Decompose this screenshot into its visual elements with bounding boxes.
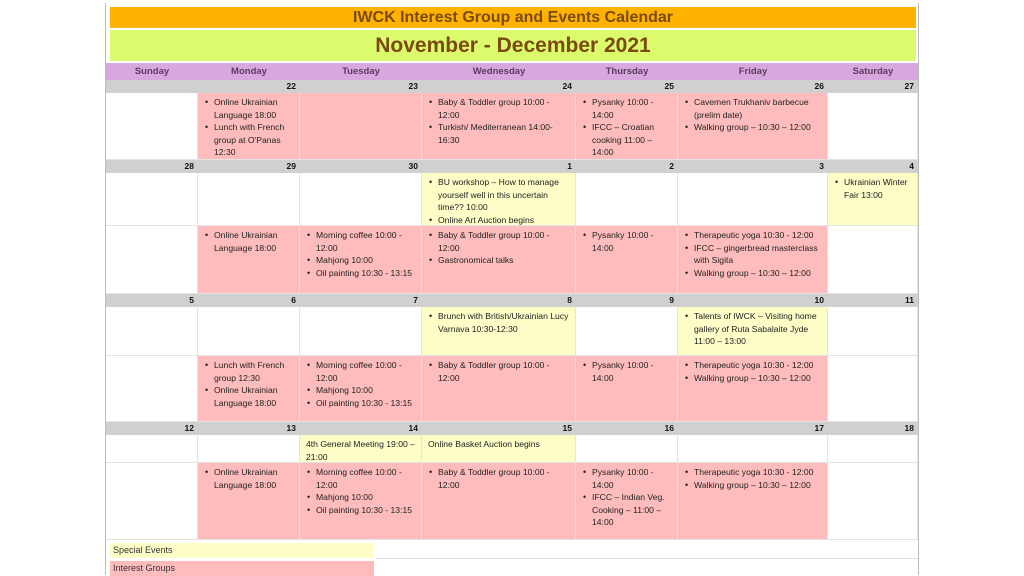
event-item: • Walking group – 10:30 – 12:00	[685, 479, 824, 492]
day-cell[interactable]	[106, 307, 198, 356]
event-item: • Walking group – 10:30 – 12:00	[685, 372, 824, 385]
event-item: • Oil painting 10:30 - 13:15	[307, 267, 418, 280]
day-cell[interactable]	[106, 435, 198, 463]
date-number: 29	[286, 161, 296, 171]
day-cell[interactable]	[828, 356, 918, 422]
day-cell[interactable]	[198, 463, 300, 540]
day-cell[interactable]	[828, 93, 918, 160]
date-number: 1	[567, 161, 572, 171]
event-item: • BU workshop – How to manage yourself well in this uncertain time?? 10:00	[429, 176, 572, 214]
event-list	[576, 356, 677, 384]
event-item: • Morning coffee 10:00 - 12:00	[307, 359, 418, 384]
event-item: • Baby & Toddler group 10:00 - 12:00	[429, 466, 572, 491]
day-cell[interactable]	[300, 226, 422, 294]
date-number: 28	[184, 161, 194, 171]
day-cell[interactable]	[422, 226, 576, 294]
day-cell[interactable]	[828, 173, 918, 226]
weekday-monday: Monday	[231, 66, 267, 77]
legend-line	[376, 558, 918, 559]
day-cell[interactable]	[300, 93, 422, 160]
day-cell[interactable]	[576, 356, 678, 422]
event-item: • Lunch with French group at O'Panas 12:30	[205, 121, 296, 159]
day-cell[interactable]	[422, 93, 576, 160]
event-list	[828, 173, 917, 201]
day-cell[interactable]	[576, 173, 678, 226]
day-cell[interactable]	[300, 173, 422, 226]
event-item: • Pysanky 10:00 - 14:00	[583, 96, 674, 121]
date-number: 3	[819, 161, 824, 171]
date-number: 7	[413, 295, 418, 305]
event-item: • Walking group – 10:30 – 12:00	[685, 121, 824, 134]
day-cell[interactable]	[422, 463, 576, 540]
date-number: 9	[669, 295, 674, 305]
event-item: • Mahjong 10:00	[307, 491, 418, 504]
date-number: 18	[904, 423, 914, 433]
date-number: 10	[814, 295, 824, 305]
event-list	[678, 93, 827, 134]
event-item: • Mahjong 10:00	[307, 254, 418, 267]
event-list	[198, 463, 299, 491]
event-text: 4th General Meeting 19:00 – 21:00	[306, 439, 415, 462]
weekday-wednesday: Wednesday	[472, 66, 526, 77]
date-number: 8	[567, 295, 572, 305]
day-cell[interactable]	[422, 173, 576, 226]
event-item: • Cavemen Trukhaniv barbecue (prelim date)	[685, 96, 824, 121]
event-list	[198, 356, 299, 409]
legend-item: Interest Groups	[110, 561, 374, 576]
date-number	[106, 80, 198, 93]
event-item: • Ukrainian Winter Fair 13:00	[835, 176, 914, 201]
day-cell[interactable]	[300, 435, 422, 463]
day-cell[interactable]	[198, 173, 300, 226]
day-cell[interactable]	[300, 307, 422, 356]
event-item: • Pysanky 10:00 - 14:00	[583, 229, 674, 254]
event-item: • Online Ukrainian Language 18:00	[205, 384, 296, 409]
date-number: 15	[562, 423, 572, 433]
day-cell[interactable]	[576, 226, 678, 294]
day-cell[interactable]	[422, 435, 576, 463]
event-item: • Therapeutic yoga 10:30 - 12:00	[685, 466, 824, 479]
event-list	[422, 226, 575, 267]
event-list	[678, 356, 827, 384]
event-list	[300, 226, 421, 279]
event-item: • IFCC – gingerbread masterclass with Sigita	[685, 242, 824, 267]
event-item: • Pysanky 10:00 - 14:00	[583, 359, 674, 384]
day-cell[interactable]	[678, 226, 828, 294]
day-cell[interactable]	[678, 307, 828, 356]
event-item: • Pysanky 10:00 - 14:00	[583, 466, 674, 491]
day-cell[interactable]	[678, 463, 828, 540]
event-list	[198, 226, 299, 254]
event-item: • Gastronomical talks	[429, 254, 572, 267]
event-item: • Oil painting 10:30 - 13:15	[307, 504, 418, 517]
event-list	[198, 93, 299, 159]
day-cell[interactable]	[678, 173, 828, 226]
event-item: • Turkish/ Mediterranean 14:00-16:30	[429, 121, 572, 146]
event-list	[576, 226, 677, 254]
date-bar	[106, 160, 918, 173]
event-item: • Oil painting 10:30 - 13:15	[307, 397, 418, 410]
date-bar	[106, 80, 918, 93]
event-item: • Baby & Toddler group 10:00 - 12:00	[429, 359, 572, 384]
day-cell[interactable]	[106, 173, 198, 226]
event-item: • IFCC – Indian Veg. Cooking – 11:00 – 14:00	[583, 491, 674, 529]
weekday-sunday: Sunday	[134, 66, 170, 77]
day-cell[interactable]	[106, 93, 198, 160]
event-list	[576, 93, 677, 159]
date-number: 30	[408, 161, 418, 171]
day-cell[interactable]	[106, 463, 198, 540]
date-number: 16	[664, 423, 674, 433]
day-cell[interactable]	[198, 307, 300, 356]
event-item: • Online Ukrainian Language 18:00	[205, 96, 296, 121]
event-item: • Talents of IWCK – Visiting home gallery of Ruta Sabalaite Jyde 11:00 – 13:00	[685, 310, 824, 348]
event-item: • Baby & Toddler group 10:00 - 12:00	[429, 96, 572, 121]
day-cell[interactable]	[828, 226, 918, 294]
event-list	[678, 463, 827, 491]
day-cell[interactable]	[576, 93, 678, 160]
calendar-sheet	[105, 3, 919, 575]
day-cell[interactable]	[576, 463, 678, 540]
event-list	[300, 356, 421, 409]
day-cell[interactable]	[678, 93, 828, 160]
day-cell[interactable]	[828, 463, 918, 540]
event-list	[422, 307, 575, 335]
weekday-tuesday: Tuesday	[342, 66, 380, 77]
date-number: 11	[905, 295, 914, 305]
event-list	[678, 226, 827, 279]
event-list	[300, 463, 421, 516]
day-cell[interactable]	[422, 356, 576, 422]
event-list	[422, 93, 575, 146]
event-list	[422, 356, 575, 384]
event-list	[576, 463, 677, 529]
day-cell[interactable]	[106, 356, 198, 422]
weekday-thursday: Thursday	[605, 66, 649, 77]
event-text: Online Basket Auction begins	[428, 439, 540, 449]
date-number: 14	[408, 423, 418, 433]
day-cell[interactable]	[300, 356, 422, 422]
date-number: 24	[562, 81, 572, 91]
legend-item: Special Events	[110, 543, 374, 558]
calendar-subtitle: November - December 2021	[110, 30, 916, 61]
date-number: 17	[814, 423, 824, 433]
event-item: • Therapeutic yoga 10:30 - 12:00	[685, 229, 824, 242]
date-number: 13	[286, 423, 296, 433]
event-item: • Online Art Auction begins	[429, 214, 572, 226]
date-number: 23	[408, 81, 418, 91]
date-number: 12	[184, 423, 194, 433]
event-item: • IFCC – Croatian cooking 11:00 – 14:00	[583, 121, 674, 159]
date-number: 25	[664, 81, 674, 91]
date-number: 5	[189, 295, 194, 305]
event-item: • Baby & Toddler group 10:00 - 12:00	[429, 229, 572, 254]
day-cell[interactable]	[828, 307, 918, 356]
day-cell[interactable]	[828, 435, 918, 463]
day-cell[interactable]	[198, 226, 300, 294]
event-item: • Morning coffee 10:00 - 12:00	[307, 466, 418, 491]
event-item: • Lunch with French group 12:30	[205, 359, 296, 384]
date-bar	[106, 294, 918, 307]
day-cell[interactable]	[106, 226, 198, 294]
date-bar	[106, 422, 918, 435]
day-cell[interactable]	[198, 93, 300, 160]
date-number: 26	[814, 81, 824, 91]
date-number: 27	[904, 81, 914, 91]
day-cell[interactable]	[198, 435, 300, 463]
date-number: 4	[909, 161, 914, 171]
event-item: • Mahjong 10:00	[307, 384, 418, 397]
event-list	[422, 463, 575, 491]
day-cell[interactable]	[678, 435, 828, 463]
weekday-friday: Friday	[738, 66, 768, 77]
calendar-title: IWCK Interest Group and Events Calendar	[110, 7, 916, 28]
event-list	[678, 307, 827, 348]
day-cell[interactable]	[576, 307, 678, 356]
date-number: 2	[669, 161, 674, 171]
day-cell[interactable]	[198, 356, 300, 422]
event-item: • Online Ukrainian Language 18:00	[205, 466, 296, 491]
day-cell[interactable]	[678, 356, 828, 422]
date-number: 6	[291, 295, 296, 305]
day-cell[interactable]	[300, 463, 422, 540]
day-cell[interactable]	[576, 435, 678, 463]
event-list	[422, 173, 575, 226]
event-item: • Morning coffee 10:00 - 12:00	[307, 229, 418, 254]
weekday-saturday: Saturday	[852, 66, 894, 77]
day-cell[interactable]	[422, 307, 576, 356]
event-item: • Therapeutic yoga 10:30 - 12:00	[685, 359, 824, 372]
event-item: • Walking group – 10:30 – 12:00	[685, 267, 824, 280]
weekday-header	[106, 63, 918, 80]
event-item: • Online Ukrainian Language 18:00	[205, 229, 296, 254]
event-item: • Brunch with British/Ukrainian Lucy Varnava 10:30-12:30	[429, 310, 572, 335]
date-number: 22	[286, 81, 296, 91]
